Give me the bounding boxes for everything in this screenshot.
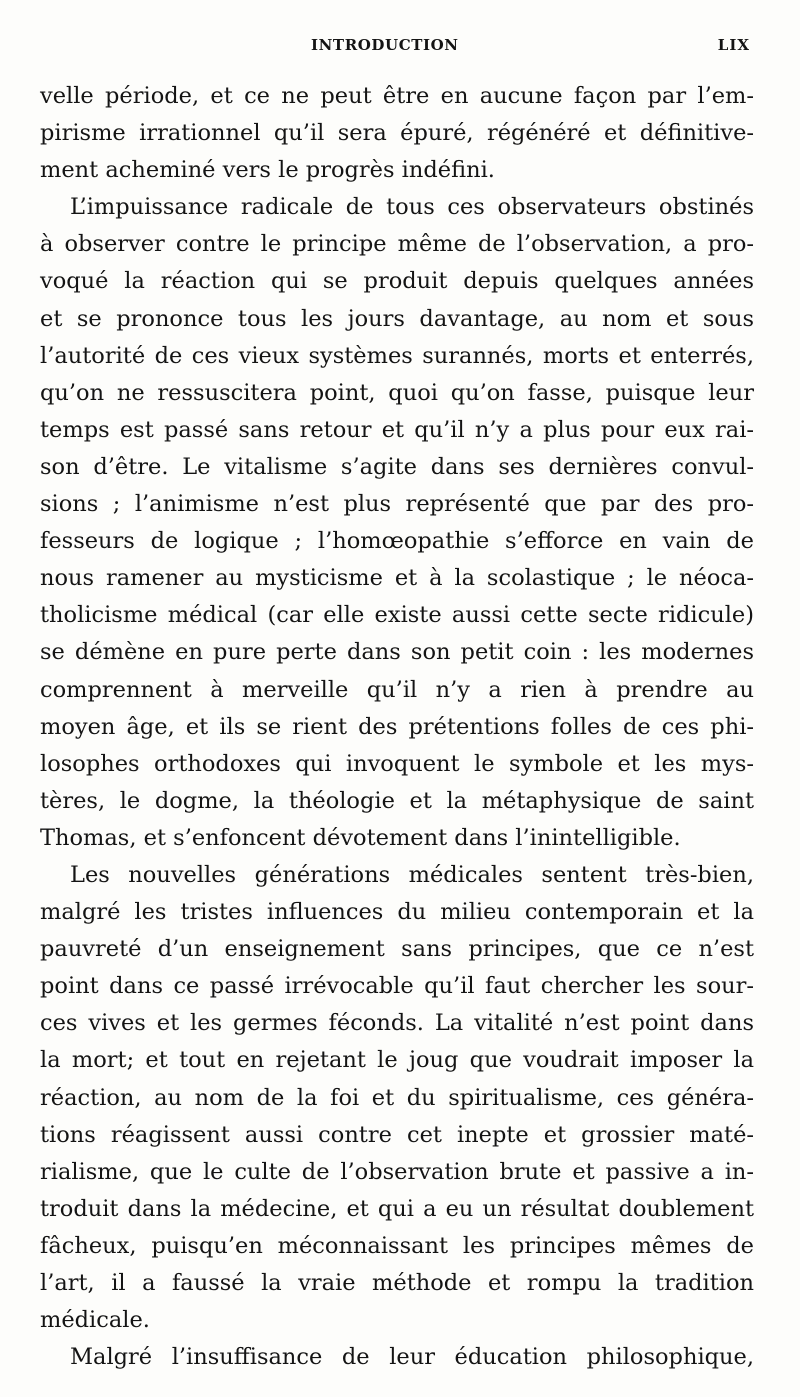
text-line: réaction, au nom de la foi et du spiritualisme, ces généra- [40, 1084, 754, 1111]
text-line: l’autorité de ces vieux systèmes surannés, morts et enterrés, [40, 342, 754, 369]
text-line: pauvreté d’un enseignement sans principes, que ce n’est [40, 936, 754, 963]
text-line: la mort; et tout en rejetant le joug que voudrait imposer la [40, 1047, 754, 1074]
paragraph-first-line: Les nouvelles générations médicales sentent très-bien, [70, 861, 754, 888]
text-line: fâcheux, puisqu’en méconnaissant les principes mêmes de [40, 1232, 754, 1259]
text-line: médicale. [40, 1307, 150, 1334]
text-line: nous ramener au mysticisme et à la scolastique ; le néoca- [40, 565, 754, 592]
page-number: LIX [717, 36, 750, 54]
text-line: malgré les tristes influences du milieu contemporain et la [40, 899, 754, 926]
text-line: à observer contre le principe même de l’observation, a pro- [40, 231, 754, 258]
body-text [40, 78, 754, 1376]
text-line: temps est passé sans retour et qu’il n’y a plus pour eux rai- [40, 416, 754, 443]
page-header [36, 36, 750, 58]
text-line: troduit dans la médecine, et qui a eu un résultat doublement [40, 1195, 754, 1222]
running-title: INTRODUCTION [311, 36, 459, 54]
text-line: pirisme irrationnel qu’il sera épuré, régénéré et définitive- [40, 120, 754, 147]
text-line: l’art, il a faussé la vraie méthode et rompu la tradition [40, 1270, 754, 1296]
text-line: velle période, et ce ne peut être en aucune façon par l’em- [40, 83, 754, 109]
text-line: comprennent à merveille qu’il n’y a rien à prendre au [40, 676, 754, 703]
text-line: point dans ce passé irrévocable qu’il faut chercher les sour- [40, 973, 754, 1000]
text-line: tholicisme médical (car elle existe aussi cette secte ridicule) [40, 602, 754, 629]
paragraph-first-line: L’impuissance radicale de tous ces observateurs obstinés [70, 194, 754, 221]
text-line: tions réagissent aussi contre cet inepte et grossier maté- [40, 1121, 754, 1148]
text-line: Thomas, et s’enfoncent dévotement dans l’inintelligible. [40, 824, 681, 851]
text-line: fesseurs de logique ; l’homœopathie s’efforce en vain de [40, 528, 754, 555]
text-line: moyen âge, et ils se rient des prétentions folles de ces phi- [40, 713, 754, 740]
text-line: ces vives et les germes féconds. La vitalité n’est point dans [40, 1010, 754, 1037]
text-line: et se prononce tous les jours davantage, au nom et sous [40, 305, 754, 332]
text-line: sions ; l’animisme n’est plus représenté que par des pro- [40, 491, 754, 518]
text-line: se démène en pure perte dans son petit coin : les modernes [40, 639, 754, 666]
text-line: rialisme, que le culte de l’observation brute et passive a in- [40, 1158, 754, 1185]
text-line: tères, le dogme, la théologie et la métaphysique de saint [40, 787, 754, 814]
text-line: ment acheminé vers le progrès indéfini. [40, 157, 495, 184]
text-line: qu’on ne ressuscitera point, quoi qu’on fasse, puisque leur [40, 379, 754, 406]
text-line: voqué la réaction qui se produit depuis quelques années [40, 268, 754, 295]
text-line: son d’être. Le vitalisme s’agite dans ses dernières convul- [40, 453, 754, 480]
text-line: losophes orthodoxes qui invoquent le symbole et les mys- [40, 750, 754, 777]
paragraph-first-line: Malgré l’insuffisance de leur éducation philosophique, [70, 1344, 754, 1371]
